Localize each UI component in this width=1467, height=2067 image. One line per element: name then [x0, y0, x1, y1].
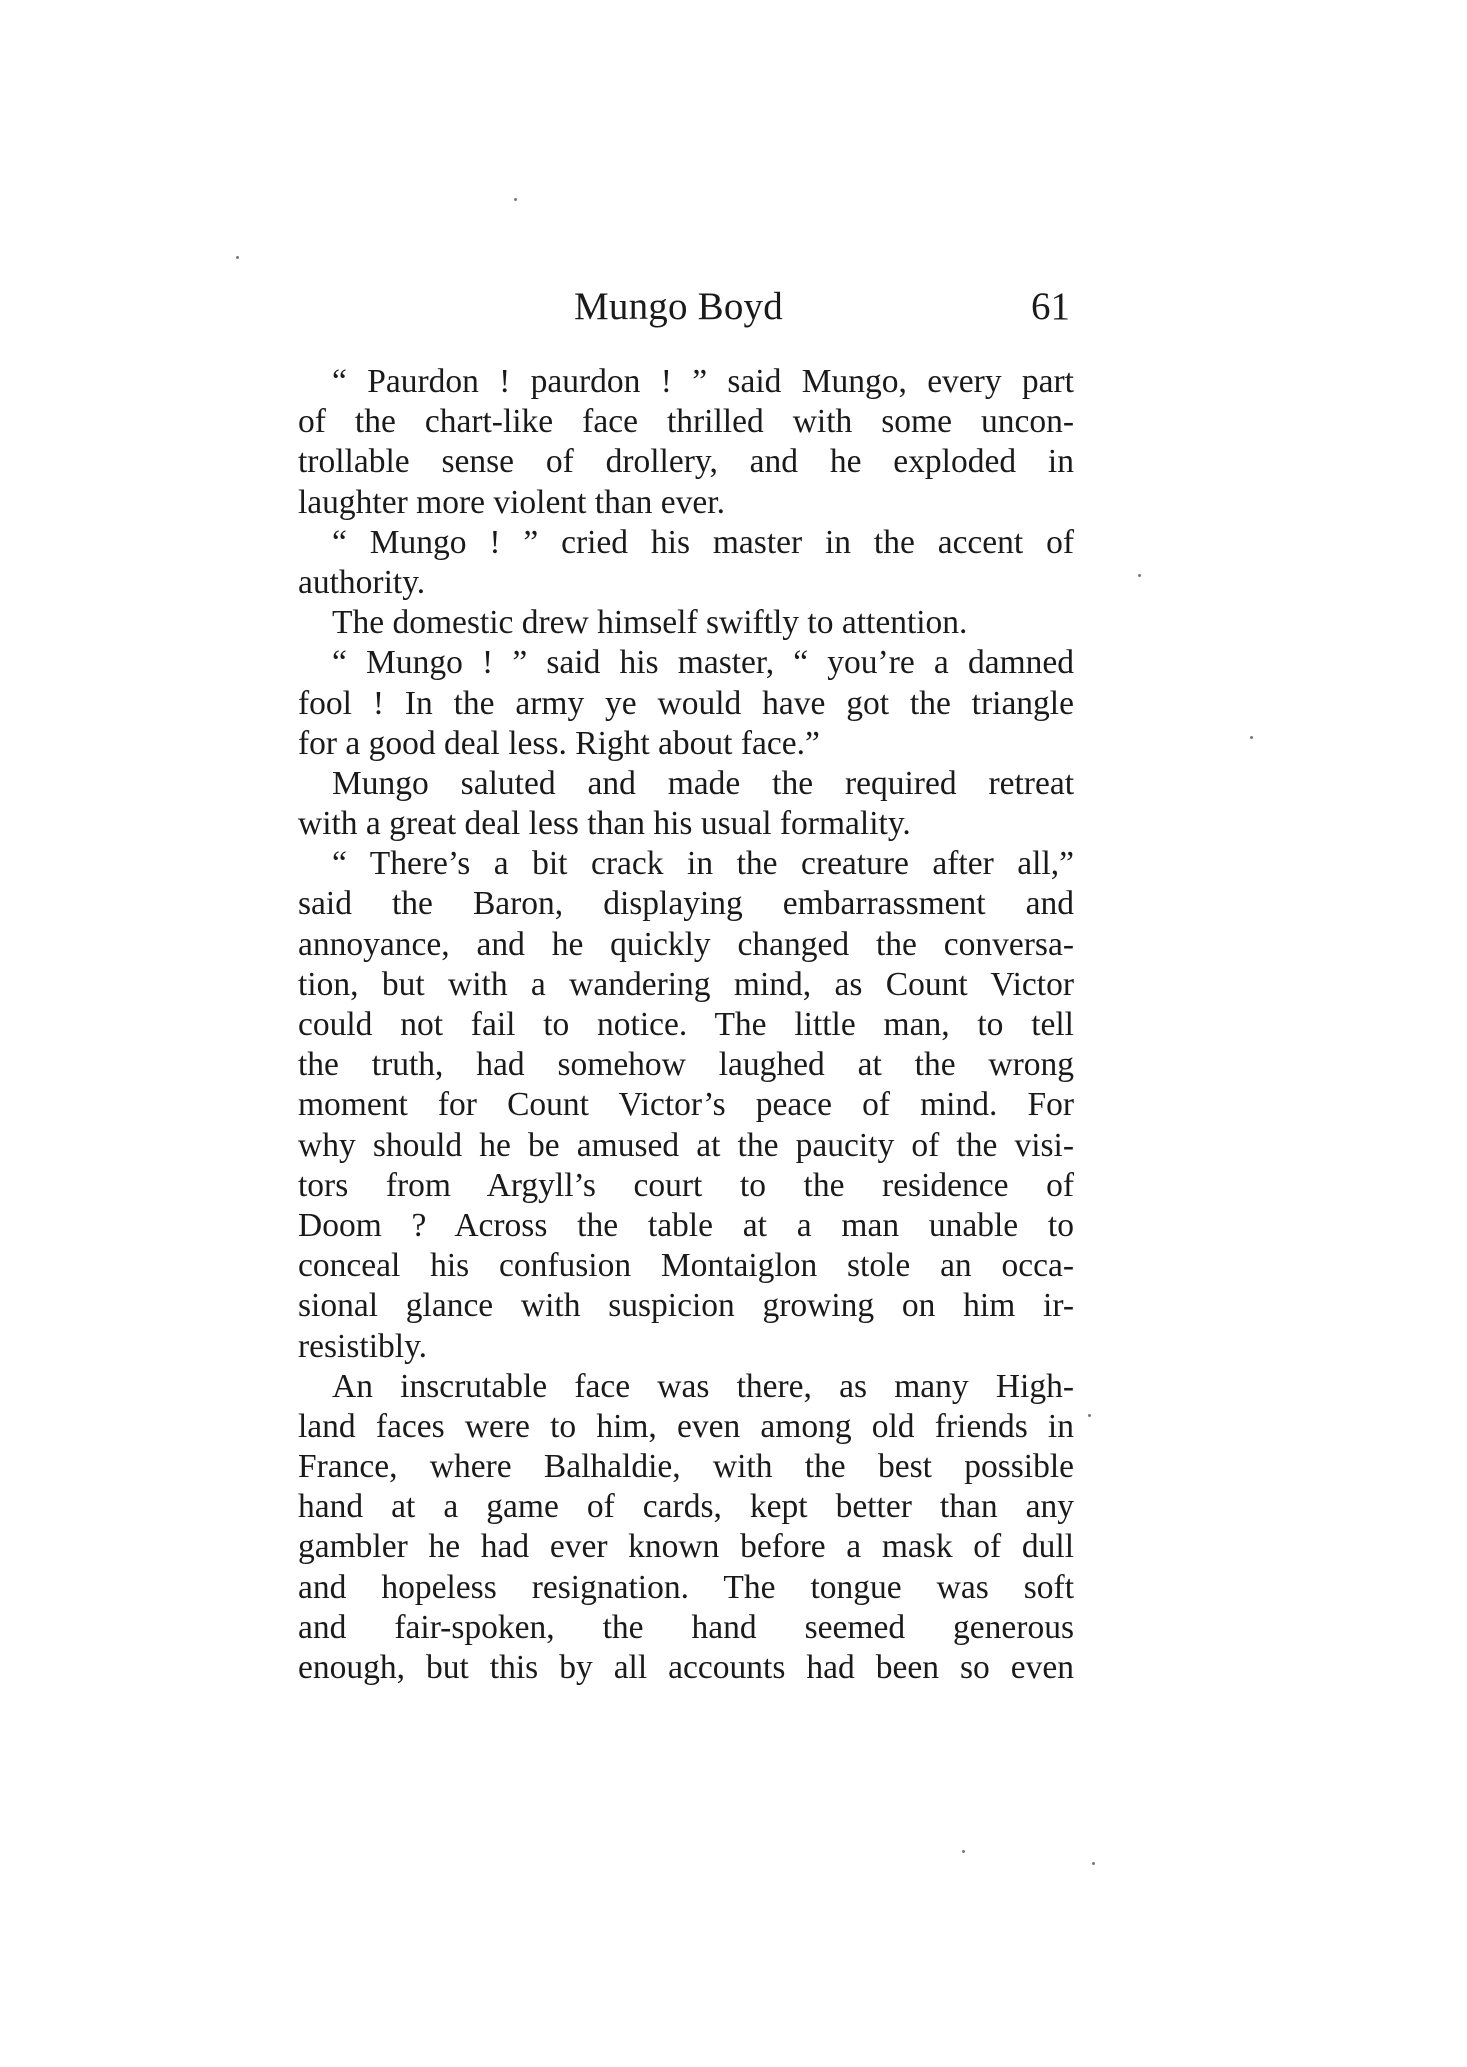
text-line: enough, but this by all accounts had been so even	[298, 1649, 1074, 1686]
text-line: of the chart-like face thrilled with some uncon-	[298, 403, 1074, 441]
text-line: for a good deal less. Right about face.”	[298, 724, 820, 762]
text-line: France, where Balhaldie, with the best possible	[298, 1448, 1074, 1486]
text-line: hand at a game of cards, kept better than any	[298, 1488, 1074, 1526]
paragraph	[298, 1367, 1074, 1689]
text-line: gambler he had ever known before a mask of dull	[298, 1528, 1074, 1566]
running-head	[298, 282, 1076, 332]
text-line: “ Mungo ! ” said his master, “ you’re a damned	[332, 644, 1074, 682]
text-line: and fair-spoken, the hand seemed generous	[298, 1608, 1074, 1646]
text-line: annoyance, and he quickly changed the conversa-	[298, 925, 1074, 963]
text-line: tors from Argyll’s court to the residence of	[298, 1166, 1074, 1204]
text-line: conceal his confusion Montaiglon stole an occa-	[298, 1247, 1074, 1285]
running-title: Mungo Boyd	[574, 285, 783, 328]
text-line: trollable sense of drollery, and he exploded in	[298, 443, 1074, 481]
text-line: authority.	[298, 563, 426, 601]
text-line: could not fail to notice. The little man, to tell	[298, 1006, 1074, 1043]
text-line: with a great deal less than his usual formality.	[298, 805, 911, 843]
paper-speck	[962, 1850, 965, 1853]
text-line: The domestic drew himself swiftly to attention.	[332, 604, 968, 642]
text-line: Doom ? Across the table at a man unable to	[298, 1206, 1074, 1244]
text-line: sional glance with suspicion growing on him ir-	[298, 1287, 1074, 1325]
text-line: and hopeless resignation. The tongue was soft	[298, 1568, 1074, 1606]
text-line: An inscrutable face was there, as many High-	[332, 1367, 1074, 1405]
text-line: “ Mungo ! ” cried his master in the accent of	[332, 523, 1074, 561]
page-number: 61	[1031, 285, 1070, 328]
text-line: “ There’s a bit crack in the creature after all,”	[332, 845, 1074, 883]
text-line: said the Baron, displaying embarrassment and	[298, 885, 1074, 923]
paragraph	[298, 844, 1074, 1366]
text-line: resistibly.	[298, 1327, 428, 1365]
text-line: fool ! In the army ye would have got the triangle	[298, 684, 1074, 722]
paragraph	[298, 523, 1074, 603]
paper-speck	[1138, 574, 1141, 577]
text-line: laughter more violent than ever.	[298, 483, 725, 521]
paper-speck	[1092, 1862, 1095, 1865]
text-line: the truth, had somehow laughed at the wrong	[298, 1046, 1074, 1084]
text-line: land faces were to him, even among old friends in	[298, 1407, 1074, 1445]
text-line: moment for Count Victor’s peace of mind. For	[298, 1086, 1074, 1124]
body-text	[298, 362, 1074, 1688]
text-line: “ Paurdon ! paurdon ! ” said Mungo, every part	[332, 363, 1074, 400]
text-line: Mungo saluted and made the required retreat	[332, 764, 1074, 802]
paragraph	[298, 362, 1074, 523]
paragraph	[298, 603, 1074, 643]
paper-speck	[1088, 1414, 1091, 1417]
paragraph	[298, 764, 1074, 844]
paper-speck	[514, 198, 517, 201]
paper-speck	[236, 256, 239, 259]
paragraph	[298, 643, 1074, 764]
text-line: why should he be amused at the paucity of the visi-	[298, 1126, 1074, 1164]
text-line: tion, but with a wandering mind, as Count Victor	[298, 965, 1074, 1003]
paper-speck	[1250, 736, 1253, 739]
